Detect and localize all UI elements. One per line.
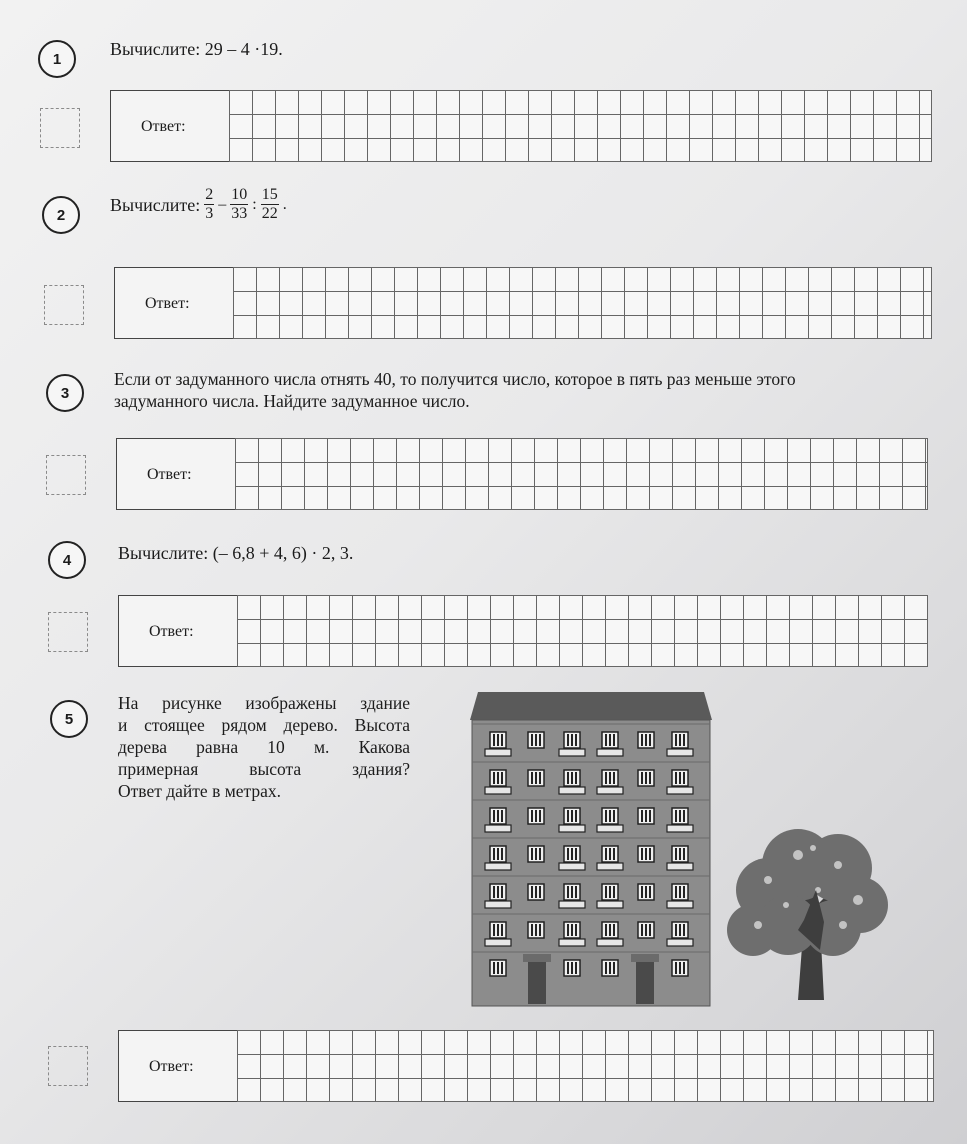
balcony [597, 901, 623, 908]
balcony [559, 787, 585, 794]
question-line: задуманного числа. Найдите задуманное число. [114, 391, 470, 411]
score-box [44, 285, 84, 325]
answer-label: Ответ: [145, 295, 190, 312]
answer-box [116, 438, 928, 510]
task-number-badge: 3 [46, 374, 84, 412]
balcony [597, 863, 623, 870]
tree [727, 829, 888, 1000]
operator: . [282, 195, 287, 213]
score-box [48, 612, 88, 652]
balcony [667, 901, 693, 908]
score-box [48, 1046, 88, 1086]
score-box [46, 455, 86, 495]
balcony [485, 825, 511, 832]
task-question [114, 368, 796, 412]
balcony [667, 863, 693, 870]
question-line: Ответ дайте в метрах. [118, 781, 282, 801]
answer-label: Ответ: [149, 623, 194, 640]
answer-box [110, 90, 932, 162]
operator: – [218, 195, 227, 213]
balcony [485, 749, 511, 756]
answer-grid[interactable] [237, 1030, 934, 1102]
balcony [667, 939, 693, 946]
balcony [667, 749, 693, 756]
balcony [667, 825, 693, 832]
question-line: примерная высота здания? [118, 759, 410, 779]
operator: : [252, 195, 257, 213]
balcony [559, 863, 585, 870]
answer-grid[interactable] [235, 438, 928, 510]
fraction [204, 186, 214, 223]
answer-grid[interactable] [237, 595, 928, 667]
task-question: Вычислите: (– 6,8 + 4, 6) · 2, 3. [118, 543, 354, 563]
balcony [485, 901, 511, 908]
balcony [559, 939, 585, 946]
balcony [597, 787, 623, 794]
balcony [597, 749, 623, 756]
answer-label: Ответ: [149, 1058, 194, 1075]
fraction [261, 186, 279, 223]
answer-label: Ответ: [147, 466, 192, 483]
building-and-tree-illustration [468, 690, 888, 1010]
score-box [40, 108, 80, 148]
answer-box [114, 267, 932, 339]
building-roof [470, 692, 712, 720]
question-line: Если от задуманного числа отнять 40, то получится число, которое в пять раз меньше этого [114, 369, 796, 389]
task-question [118, 692, 410, 802]
balcony [559, 901, 585, 908]
answer-box [118, 595, 928, 667]
task-number-badge: 5 [50, 700, 88, 738]
numerator: 2 [205, 186, 214, 203]
denominator: 22 [261, 205, 278, 222]
task-number-badge: 4 [48, 541, 86, 579]
answer-box [118, 1030, 934, 1102]
denominator: 3 [205, 205, 214, 222]
task-number-badge: 2 [42, 196, 80, 234]
task-question: Вычислите: 29 – 4 ·19. [110, 39, 283, 59]
denominator: 33 [231, 205, 248, 222]
balcony [485, 787, 511, 794]
task-number-badge: 1 [38, 40, 76, 78]
answer-grid[interactable] [233, 267, 932, 339]
question-prefix: Вычислите: [110, 194, 201, 215]
answer-grid[interactable] [229, 90, 932, 162]
balcony [597, 939, 623, 946]
balcony [667, 787, 693, 794]
question-line: На рисунке изображены здание [118, 693, 410, 713]
question-line: дерева равна 10 м. Какова [118, 737, 410, 757]
fraction [230, 186, 248, 223]
numerator: 15 [261, 186, 278, 203]
numerator: 10 [231, 186, 248, 203]
balcony [485, 863, 511, 870]
task-question [110, 186, 287, 223]
balcony [485, 939, 511, 946]
balcony [597, 825, 623, 832]
question-line: и стоящее рядом дерево. Высота [118, 715, 410, 735]
balcony [559, 825, 585, 832]
balcony [559, 749, 585, 756]
answer-label: Ответ: [141, 118, 186, 135]
